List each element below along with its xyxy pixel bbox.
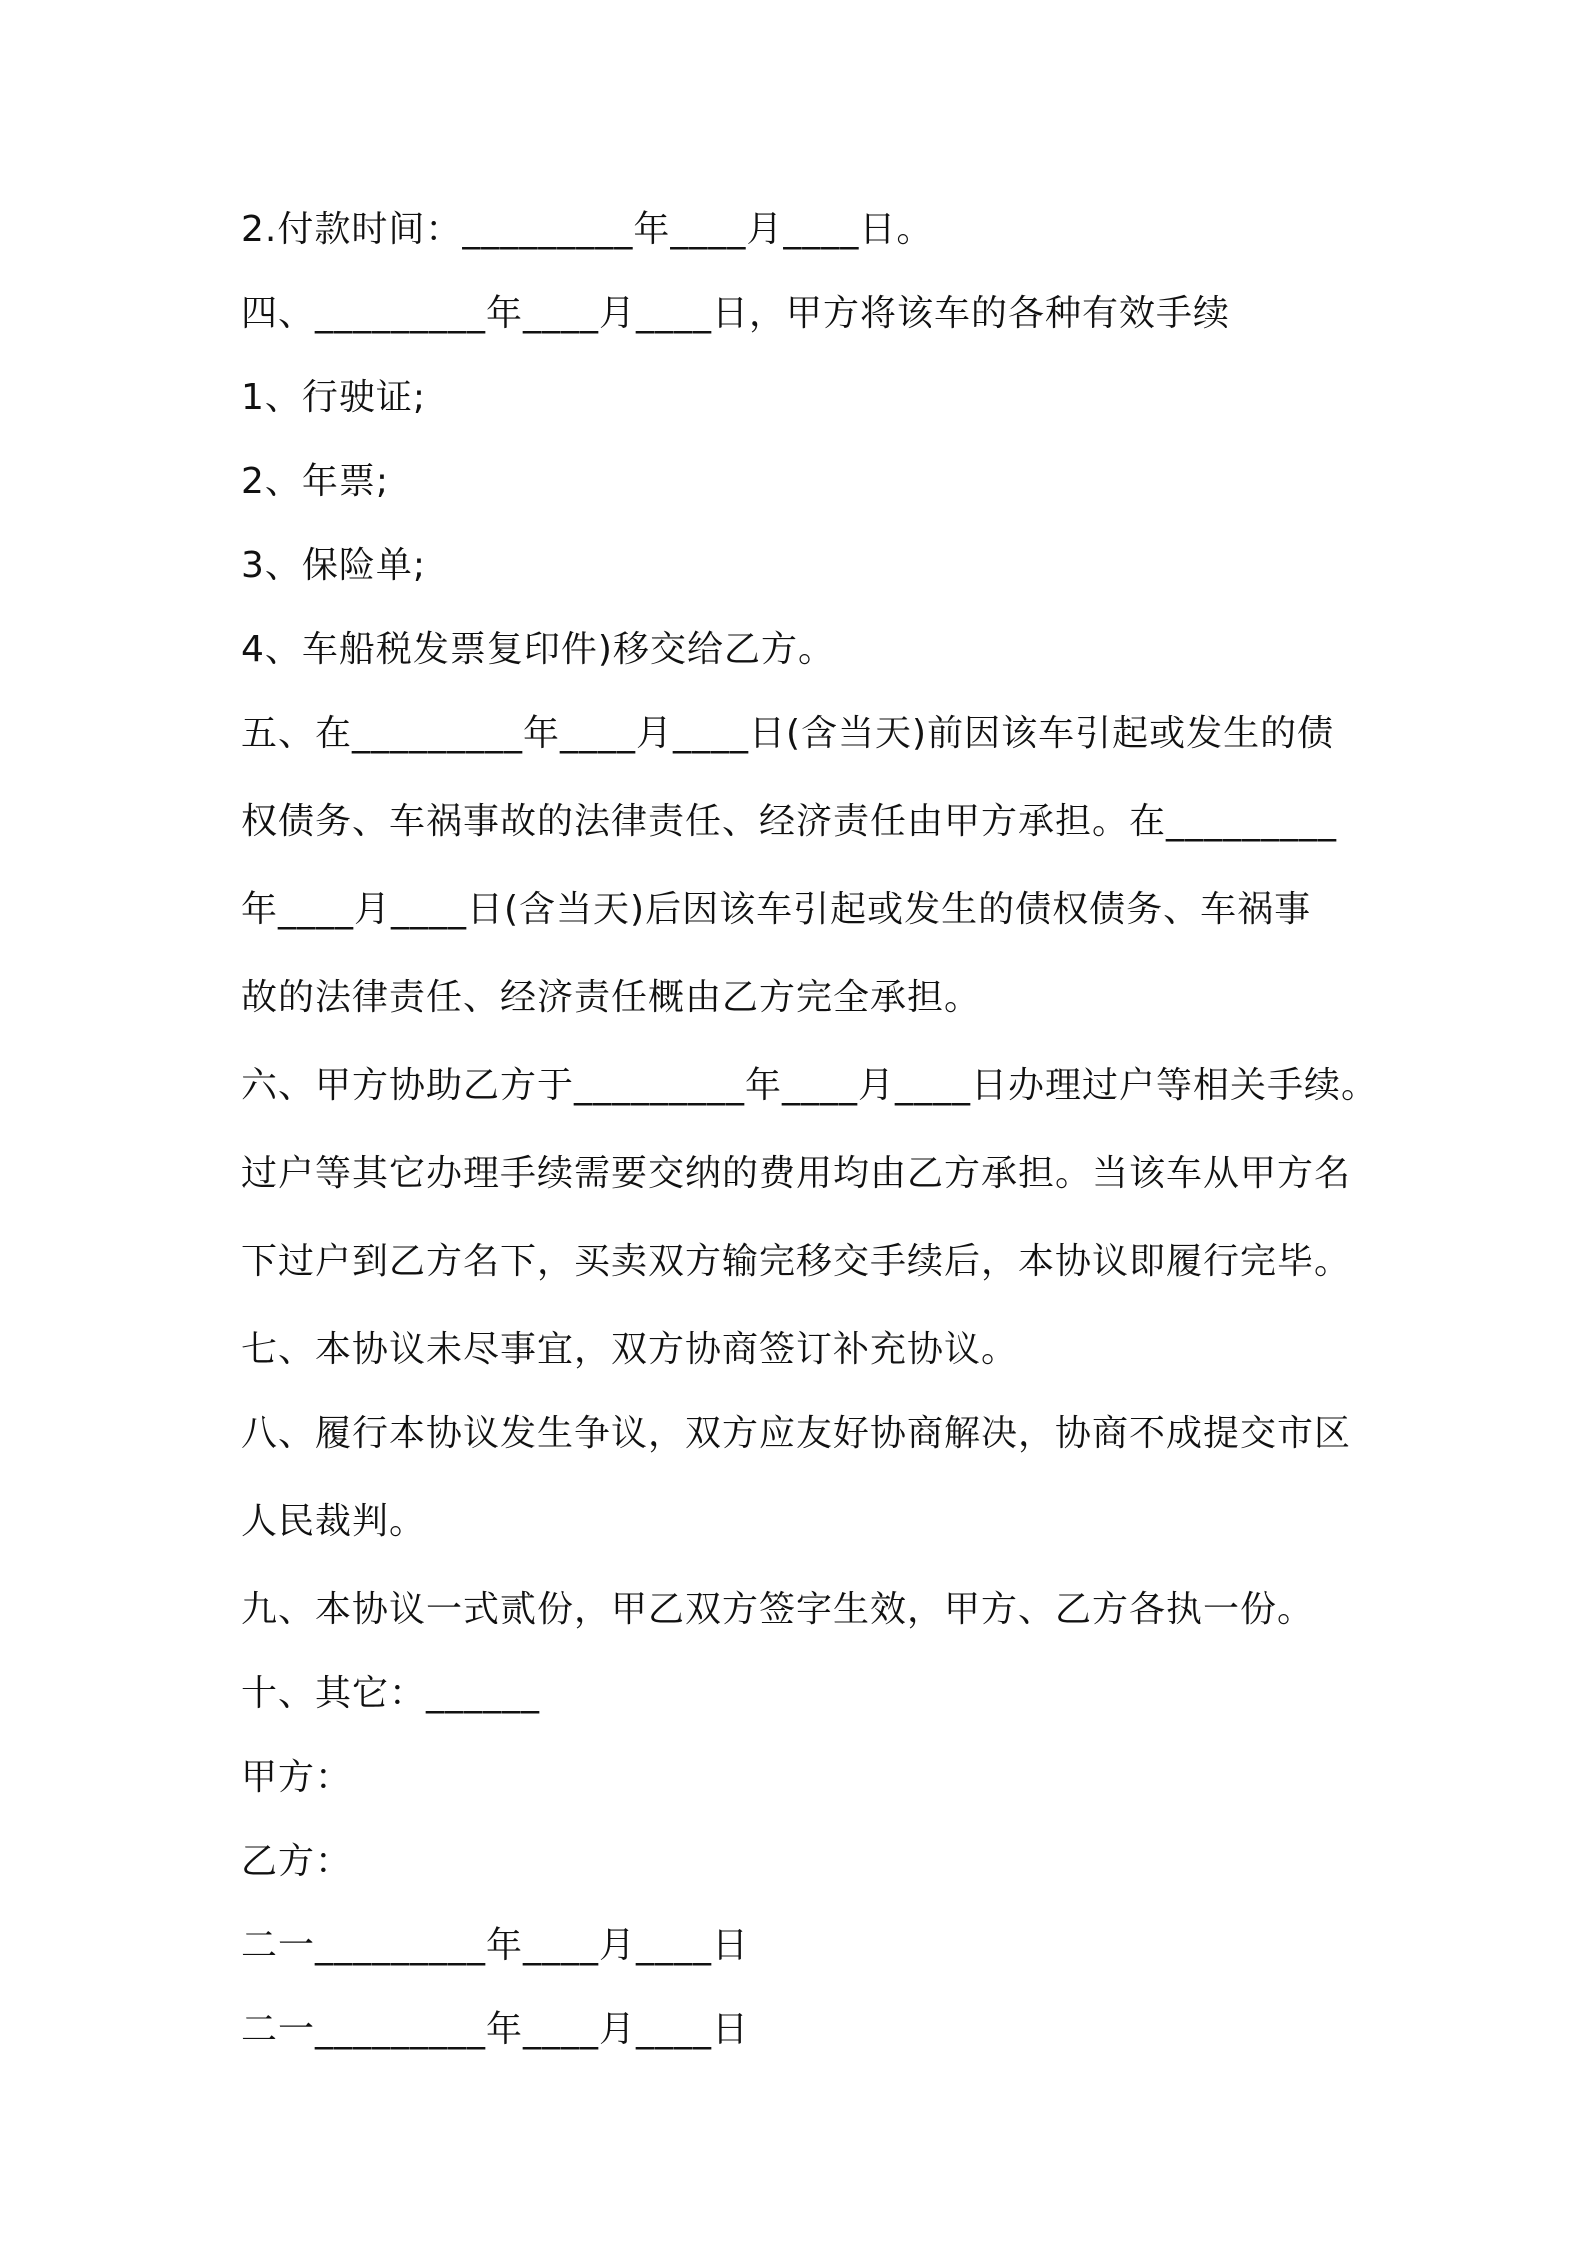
document-item-3: 3、保险单; bbox=[241, 545, 427, 586]
clause-9-line: 九、本协议一式贰份，甲乙双方签字生效，甲方、乙方各执一份。 bbox=[241, 1589, 1315, 1630]
document-item-1: 1、行驶证; bbox=[241, 377, 427, 418]
clause-10-line: 十、其它：______ bbox=[241, 1673, 541, 1714]
clause-4-line: 四、_________年____月____日，甲方将该车的各种有效手续 bbox=[241, 293, 1231, 334]
document-item-4: 4、车船税发票复印件)移交给乙方。 bbox=[241, 629, 835, 670]
clause-6-line-1: 六、甲方协助乙方于_________年____月____日办理过户等相关手续。 bbox=[241, 1065, 1379, 1106]
date-line-1: 二一_________年____月____日 bbox=[241, 1925, 750, 1966]
clause-5-line-1: 五、在_________年____月____日(含当天)前因该车引起或发生的债 bbox=[241, 713, 1335, 754]
clause-5-line-2: 权债务、车祸事故的法律责任、经济责任由甲方承担。在_________ bbox=[241, 801, 1338, 842]
payment-time-line: 2.付款时间：_________年____月____日。 bbox=[241, 209, 934, 250]
document-body bbox=[241, 200, 1379, 2084]
party-a-label: 甲方： bbox=[241, 1757, 353, 1798]
clause-6-line-3: 下过户到乙方名下，买卖双方输完移交手续后，本协议即履行完毕。 bbox=[241, 1241, 1352, 1282]
party-b-label: 乙方： bbox=[241, 1841, 353, 1882]
clause-5-line-3: 年____月____日(含当天)后因该车引起或发生的债权债务、车祸事 bbox=[241, 889, 1312, 930]
date-line-2: 二一_________年____月____日 bbox=[241, 2009, 750, 2050]
clause-6-line-2: 过户等其它办理手续需要交纳的费用均由乙方承担。当该车从甲方名 bbox=[241, 1153, 1352, 1194]
clause-5-line-4: 故的法律责任、经济责任概由乙方完全承担。 bbox=[241, 977, 982, 1018]
clause-7-line: 七、本协议未尽事宜，双方协商签订补充协议。 bbox=[241, 1329, 1019, 1370]
clause-8-line-2: 人民裁判。 bbox=[241, 1501, 427, 1542]
document-item-2: 2、年票; bbox=[241, 461, 390, 502]
clause-8-line-1: 八、履行本协议发生争议，双方应友好协商解决，协商不成提交市区 bbox=[241, 1413, 1352, 1454]
